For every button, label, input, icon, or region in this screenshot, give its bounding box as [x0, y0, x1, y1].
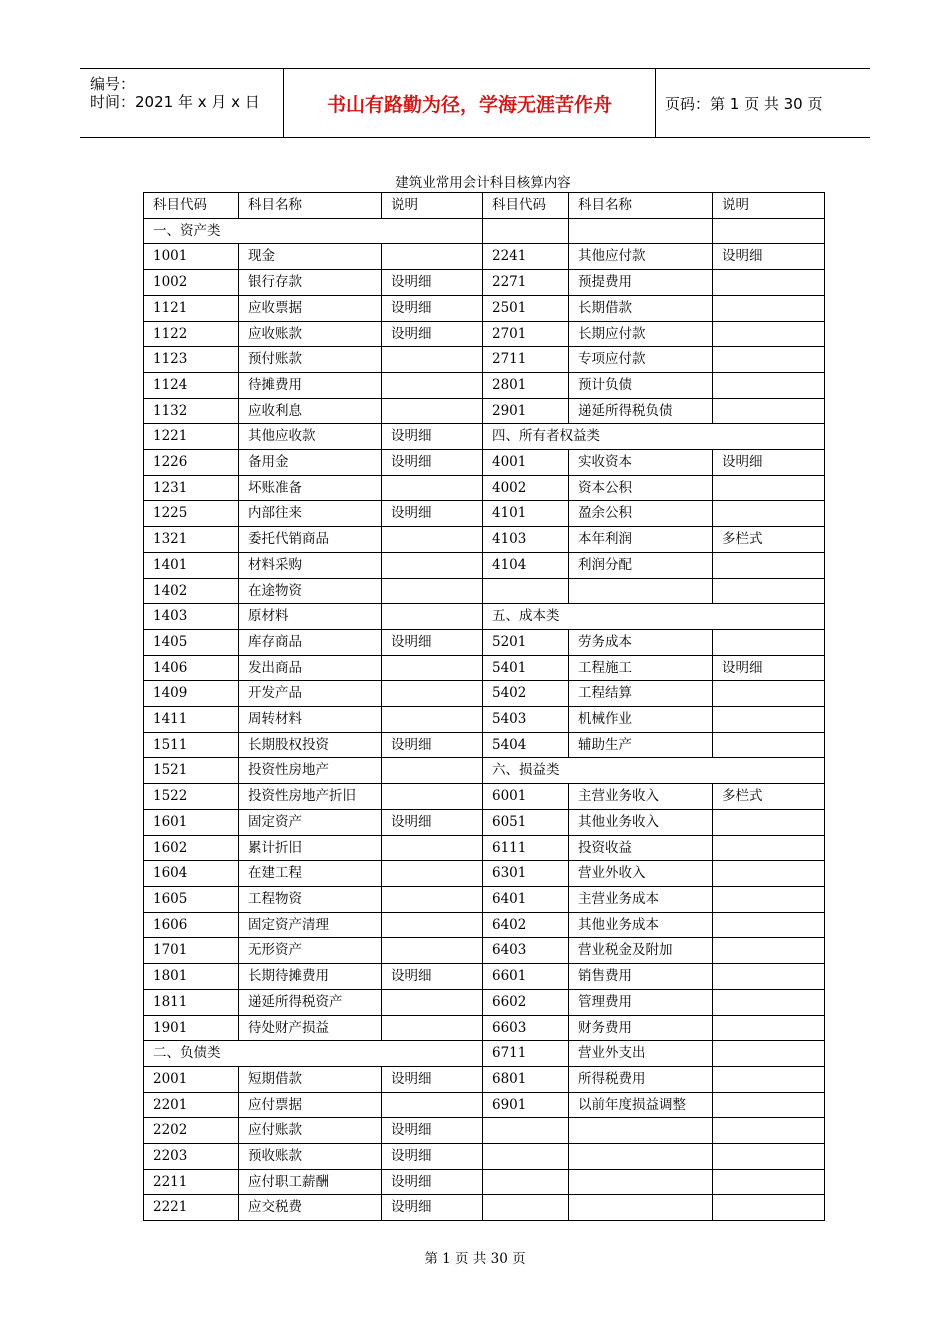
account-code: 4104: [483, 552, 569, 578]
account-name: 待处财产损益: [239, 1015, 382, 1041]
account-code: 6301: [483, 861, 569, 887]
account-code: 1002: [144, 270, 239, 296]
account-note: [713, 1015, 825, 1041]
account-code: 1602: [144, 835, 239, 861]
account-note: [713, 578, 825, 604]
header-note: 说明: [713, 193, 825, 219]
account-code: 1124: [144, 372, 239, 398]
account-note: [713, 1144, 825, 1170]
account-code: 2001: [144, 1066, 239, 1092]
table-row: [144, 1118, 825, 1144]
table-row: [144, 912, 825, 938]
account-code: 5402: [483, 681, 569, 707]
account-code: [483, 1144, 569, 1170]
account-name: 营业外收入: [569, 861, 713, 887]
account-note: 设明细: [382, 295, 483, 321]
account-note: 设明细: [382, 501, 483, 527]
account-note: [382, 398, 483, 424]
account-note: [382, 552, 483, 578]
account-note: 设明细: [382, 450, 483, 476]
account-note: 设明细: [382, 1066, 483, 1092]
account-note: [382, 1015, 483, 1041]
account-code: 6711: [483, 1041, 569, 1067]
account-name: 在建工程: [239, 861, 382, 887]
account-name: 长期股权投资: [239, 732, 382, 758]
account-code: 1403: [144, 604, 239, 630]
account-code: 2711: [483, 347, 569, 373]
account-code: [483, 218, 569, 244]
table-row: [144, 270, 825, 296]
table-row: [144, 707, 825, 733]
account-code: 2701: [483, 321, 569, 347]
account-name: 工程物资: [239, 886, 382, 912]
account-code: 6601: [483, 964, 569, 990]
account-code: 1811: [144, 989, 239, 1015]
account-note: [382, 861, 483, 887]
account-code: 1511: [144, 732, 239, 758]
account-name: 投资性房地产折旧: [239, 784, 382, 810]
account-code: 1605: [144, 886, 239, 912]
table-row: [144, 835, 825, 861]
account-note: [382, 886, 483, 912]
table-row: [144, 501, 825, 527]
account-code: [483, 1169, 569, 1195]
account-code: [483, 1118, 569, 1144]
account-note: [382, 578, 483, 604]
account-code: 1522: [144, 784, 239, 810]
section-heading: 一、资产类: [144, 218, 483, 244]
account-note: [713, 989, 825, 1015]
account-note: [713, 681, 825, 707]
account-note: [382, 527, 483, 553]
account-note: [382, 347, 483, 373]
account-note: [713, 861, 825, 887]
table-row: [144, 1092, 825, 1118]
table-row: [144, 1015, 825, 1041]
account-code: 4001: [483, 450, 569, 476]
account-note: 设明细: [713, 450, 825, 476]
account-name: 应付账款: [239, 1118, 382, 1144]
account-code: 1226: [144, 450, 239, 476]
account-code: 4101: [483, 501, 569, 527]
account-code: 1409: [144, 681, 239, 707]
section-heading: 二、负债类: [144, 1041, 483, 1067]
account-name: 库存商品: [239, 629, 382, 655]
table-row: [144, 784, 825, 810]
account-note: [382, 604, 483, 630]
account-name: 发出商品: [239, 655, 382, 681]
account-code: 2241: [483, 244, 569, 270]
account-name: 长期待摊费用: [239, 964, 382, 990]
account-note: [713, 707, 825, 733]
account-name: 长期应付款: [569, 321, 713, 347]
account-name: 应交税费: [239, 1195, 382, 1221]
header-note: 说明: [382, 193, 483, 219]
account-name: 管理费用: [569, 989, 713, 1015]
time-label: 时间：2021 年 x 月 x 日: [90, 93, 260, 111]
table-row: [144, 450, 825, 476]
account-code: 1901: [144, 1015, 239, 1041]
account-note: [713, 938, 825, 964]
account-note: [382, 475, 483, 501]
account-code: 4002: [483, 475, 569, 501]
table-row: [144, 1041, 825, 1067]
account-note: [713, 964, 825, 990]
account-note: [713, 912, 825, 938]
table-row: [144, 758, 825, 784]
account-name: 以前年度损益调整: [569, 1092, 713, 1118]
account-note: 设明细: [382, 1169, 483, 1195]
account-note: [713, 1066, 825, 1092]
account-code: 1606: [144, 912, 239, 938]
account-code: 1122: [144, 321, 239, 347]
account-name: 投资性房地产: [239, 758, 382, 784]
account-name: [569, 1118, 713, 1144]
header-page-info: 页码：第 1 页 共 30 页: [665, 94, 823, 113]
account-name: 递延所得税负债: [569, 398, 713, 424]
account-code: 5201: [483, 629, 569, 655]
header-meta: [80, 69, 283, 137]
table-row: [144, 398, 825, 424]
account-name: 在途物资: [239, 578, 382, 604]
account-code: 1132: [144, 398, 239, 424]
table-row: [144, 321, 825, 347]
table-row: [144, 424, 825, 450]
account-name: 其他业务成本: [569, 912, 713, 938]
account-name: 周转材料: [239, 707, 382, 733]
table-row: [144, 372, 825, 398]
account-note: [713, 629, 825, 655]
header-code: 科目代码: [483, 193, 569, 219]
account-name: 主营业务成本: [569, 886, 713, 912]
account-code: 5401: [483, 655, 569, 681]
account-code: 6401: [483, 886, 569, 912]
account-note: 设明细: [382, 1118, 483, 1144]
table-row: [144, 527, 825, 553]
account-name: 预提费用: [569, 270, 713, 296]
page-footer: 第 1 页 共 30 页: [424, 1251, 526, 1267]
account-note: [713, 218, 825, 244]
section-heading: 六、损益类: [483, 758, 825, 784]
accounts-table-body: [144, 193, 825, 1221]
table-row: [144, 1144, 825, 1170]
account-name: 预计负债: [569, 372, 713, 398]
account-note: 多栏式: [713, 527, 825, 553]
account-code: 6402: [483, 912, 569, 938]
account-name: 销售费用: [569, 964, 713, 990]
account-note: [713, 1118, 825, 1144]
header-name: 科目名称: [239, 193, 382, 219]
account-name: 现金: [239, 244, 382, 270]
account-code: 1601: [144, 809, 239, 835]
table-row: [144, 578, 825, 604]
accounts-table: [143, 192, 825, 1221]
table-row: [144, 732, 825, 758]
account-name: 应付职工薪酬: [239, 1169, 382, 1195]
account-code: 6403: [483, 938, 569, 964]
account-note: [382, 758, 483, 784]
account-name: [569, 578, 713, 604]
account-note: 设明细: [382, 1144, 483, 1170]
account-note: [713, 552, 825, 578]
account-name: 投资收益: [569, 835, 713, 861]
account-name: 其他业务收入: [569, 809, 713, 835]
table-row: [144, 244, 825, 270]
account-note: 设明细: [382, 809, 483, 835]
account-name: 应收利息: [239, 398, 382, 424]
account-note: 设明细: [382, 321, 483, 347]
account-code: 2203: [144, 1144, 239, 1170]
account-code: 1402: [144, 578, 239, 604]
account-note: [713, 835, 825, 861]
account-code: 1521: [144, 758, 239, 784]
account-name: 辅助生产: [569, 732, 713, 758]
page-header: [80, 68, 870, 138]
account-name: 开发产品: [239, 681, 382, 707]
account-name: 利润分配: [569, 552, 713, 578]
account-name: [569, 218, 713, 244]
account-note: [713, 1092, 825, 1118]
account-code: 2202: [144, 1118, 239, 1144]
account-code: 1406: [144, 655, 239, 681]
account-code: 6801: [483, 1066, 569, 1092]
table-row: [144, 218, 825, 244]
account-name: 机械作业: [569, 707, 713, 733]
account-code: 1123: [144, 347, 239, 373]
account-name: 累计折旧: [239, 835, 382, 861]
account-note: [713, 1169, 825, 1195]
account-name: 递延所得税资产: [239, 989, 382, 1015]
account-code: 1225: [144, 501, 239, 527]
account-note: [713, 372, 825, 398]
account-code: 2901: [483, 398, 569, 424]
account-name: 其他应收款: [239, 424, 382, 450]
account-code: 1405: [144, 629, 239, 655]
account-note: [713, 1041, 825, 1067]
account-code: 1321: [144, 527, 239, 553]
account-note: 设明细: [382, 964, 483, 990]
account-name: [569, 1144, 713, 1170]
account-name: [569, 1169, 713, 1195]
account-name: 委托代销商品: [239, 527, 382, 553]
account-code: 6111: [483, 835, 569, 861]
account-note: [713, 809, 825, 835]
account-note: [382, 244, 483, 270]
account-name: 坏账准备: [239, 475, 382, 501]
account-name: 工程施工: [569, 655, 713, 681]
section-heading: 四、所有者权益类: [483, 424, 825, 450]
account-name: 原材料: [239, 604, 382, 630]
account-note: 设明细: [382, 629, 483, 655]
account-name: 盈余公积: [569, 501, 713, 527]
account-name: 资本公积: [569, 475, 713, 501]
account-note: [713, 501, 825, 527]
account-note: 设明细: [382, 424, 483, 450]
account-name: 主营业务收入: [569, 784, 713, 810]
table-row: [144, 809, 825, 835]
table-row: [144, 475, 825, 501]
account-name: 应收账款: [239, 321, 382, 347]
table-header-row: [144, 193, 825, 219]
account-code: 2501: [483, 295, 569, 321]
account-name: 内部往来: [239, 501, 382, 527]
account-name: 无形资产: [239, 938, 382, 964]
account-code: 2221: [144, 1195, 239, 1221]
account-note: [382, 784, 483, 810]
account-code: 5403: [483, 707, 569, 733]
header-motto: 书山有路勤为径，学海无涯苦作舟: [283, 69, 656, 137]
account-note: [713, 398, 825, 424]
account-code: 1604: [144, 861, 239, 887]
account-code: 6001: [483, 784, 569, 810]
account-note: [713, 270, 825, 296]
account-code: 2271: [483, 270, 569, 296]
account-note: [713, 321, 825, 347]
account-note: [713, 347, 825, 373]
table-row: [144, 1066, 825, 1092]
account-code: [483, 1195, 569, 1221]
account-note: [382, 372, 483, 398]
account-code: 1231: [144, 475, 239, 501]
account-code: 4103: [483, 527, 569, 553]
account-note: [382, 989, 483, 1015]
account-note: [382, 1092, 483, 1118]
account-code: 6603: [483, 1015, 569, 1041]
account-code: 6051: [483, 809, 569, 835]
account-name: [569, 1195, 713, 1221]
account-name: 固定资产清理: [239, 912, 382, 938]
account-note: [382, 938, 483, 964]
account-code: 2211: [144, 1169, 239, 1195]
account-name: 短期借款: [239, 1066, 382, 1092]
account-code: 1221: [144, 424, 239, 450]
table-row: [144, 295, 825, 321]
account-name: 应收票据: [239, 295, 382, 321]
number-label: 编号：: [90, 75, 136, 93]
account-code: 1801: [144, 964, 239, 990]
account-code: 5404: [483, 732, 569, 758]
table-row: [144, 861, 825, 887]
account-note: 设明细: [382, 732, 483, 758]
account-note: [382, 655, 483, 681]
table-row: [144, 964, 825, 990]
account-name: 营业税金及附加: [569, 938, 713, 964]
account-name: 工程结算: [569, 681, 713, 707]
table-row: [144, 989, 825, 1015]
table-row: [144, 655, 825, 681]
account-name: 其他应付款: [569, 244, 713, 270]
account-code: 6901: [483, 1092, 569, 1118]
account-note: [382, 835, 483, 861]
document-title: 建筑业常用会计科目核算内容: [395, 175, 571, 191]
account-name: 固定资产: [239, 809, 382, 835]
account-note: 设明细: [382, 270, 483, 296]
table-row: [144, 1195, 825, 1221]
account-note: [713, 732, 825, 758]
table-row: [144, 604, 825, 630]
header-code: 科目代码: [144, 193, 239, 219]
account-name: 预收账款: [239, 1144, 382, 1170]
account-name: 预付账款: [239, 347, 382, 373]
table-row: [144, 552, 825, 578]
account-name: 备用金: [239, 450, 382, 476]
account-note: [713, 295, 825, 321]
account-code: 1121: [144, 295, 239, 321]
table-row: [144, 886, 825, 912]
account-code: 2801: [483, 372, 569, 398]
account-note: 设明细: [382, 1195, 483, 1221]
account-code: 1701: [144, 938, 239, 964]
account-note: [382, 707, 483, 733]
account-name: 营业外支出: [569, 1041, 713, 1067]
account-code: 1411: [144, 707, 239, 733]
account-code: 6602: [483, 989, 569, 1015]
account-name: 材料采购: [239, 552, 382, 578]
account-note: 多栏式: [713, 784, 825, 810]
account-note: [382, 912, 483, 938]
account-code: [483, 578, 569, 604]
account-code: 2201: [144, 1092, 239, 1118]
account-note: [713, 1195, 825, 1221]
account-note: [713, 886, 825, 912]
account-name: 银行存款: [239, 270, 382, 296]
account-name: 财务费用: [569, 1015, 713, 1041]
account-name: 本年利润: [569, 527, 713, 553]
table-row: [144, 938, 825, 964]
account-note: [713, 475, 825, 501]
account-note: 设明细: [713, 244, 825, 270]
account-name: 专项应付款: [569, 347, 713, 373]
account-code: 1401: [144, 552, 239, 578]
table-row: [144, 629, 825, 655]
account-name: 长期借款: [569, 295, 713, 321]
section-heading: 五、成本类: [483, 604, 825, 630]
account-name: 待摊费用: [239, 372, 382, 398]
account-note: [382, 681, 483, 707]
header-name: 科目名称: [569, 193, 713, 219]
account-code: 1001: [144, 244, 239, 270]
account-name: 所得税费用: [569, 1066, 713, 1092]
account-name: 应付票据: [239, 1092, 382, 1118]
account-note: 设明细: [713, 655, 825, 681]
table-row: [144, 681, 825, 707]
table-row: [144, 1169, 825, 1195]
account-name: 实收资本: [569, 450, 713, 476]
account-name: 劳务成本: [569, 629, 713, 655]
table-row: [144, 347, 825, 373]
